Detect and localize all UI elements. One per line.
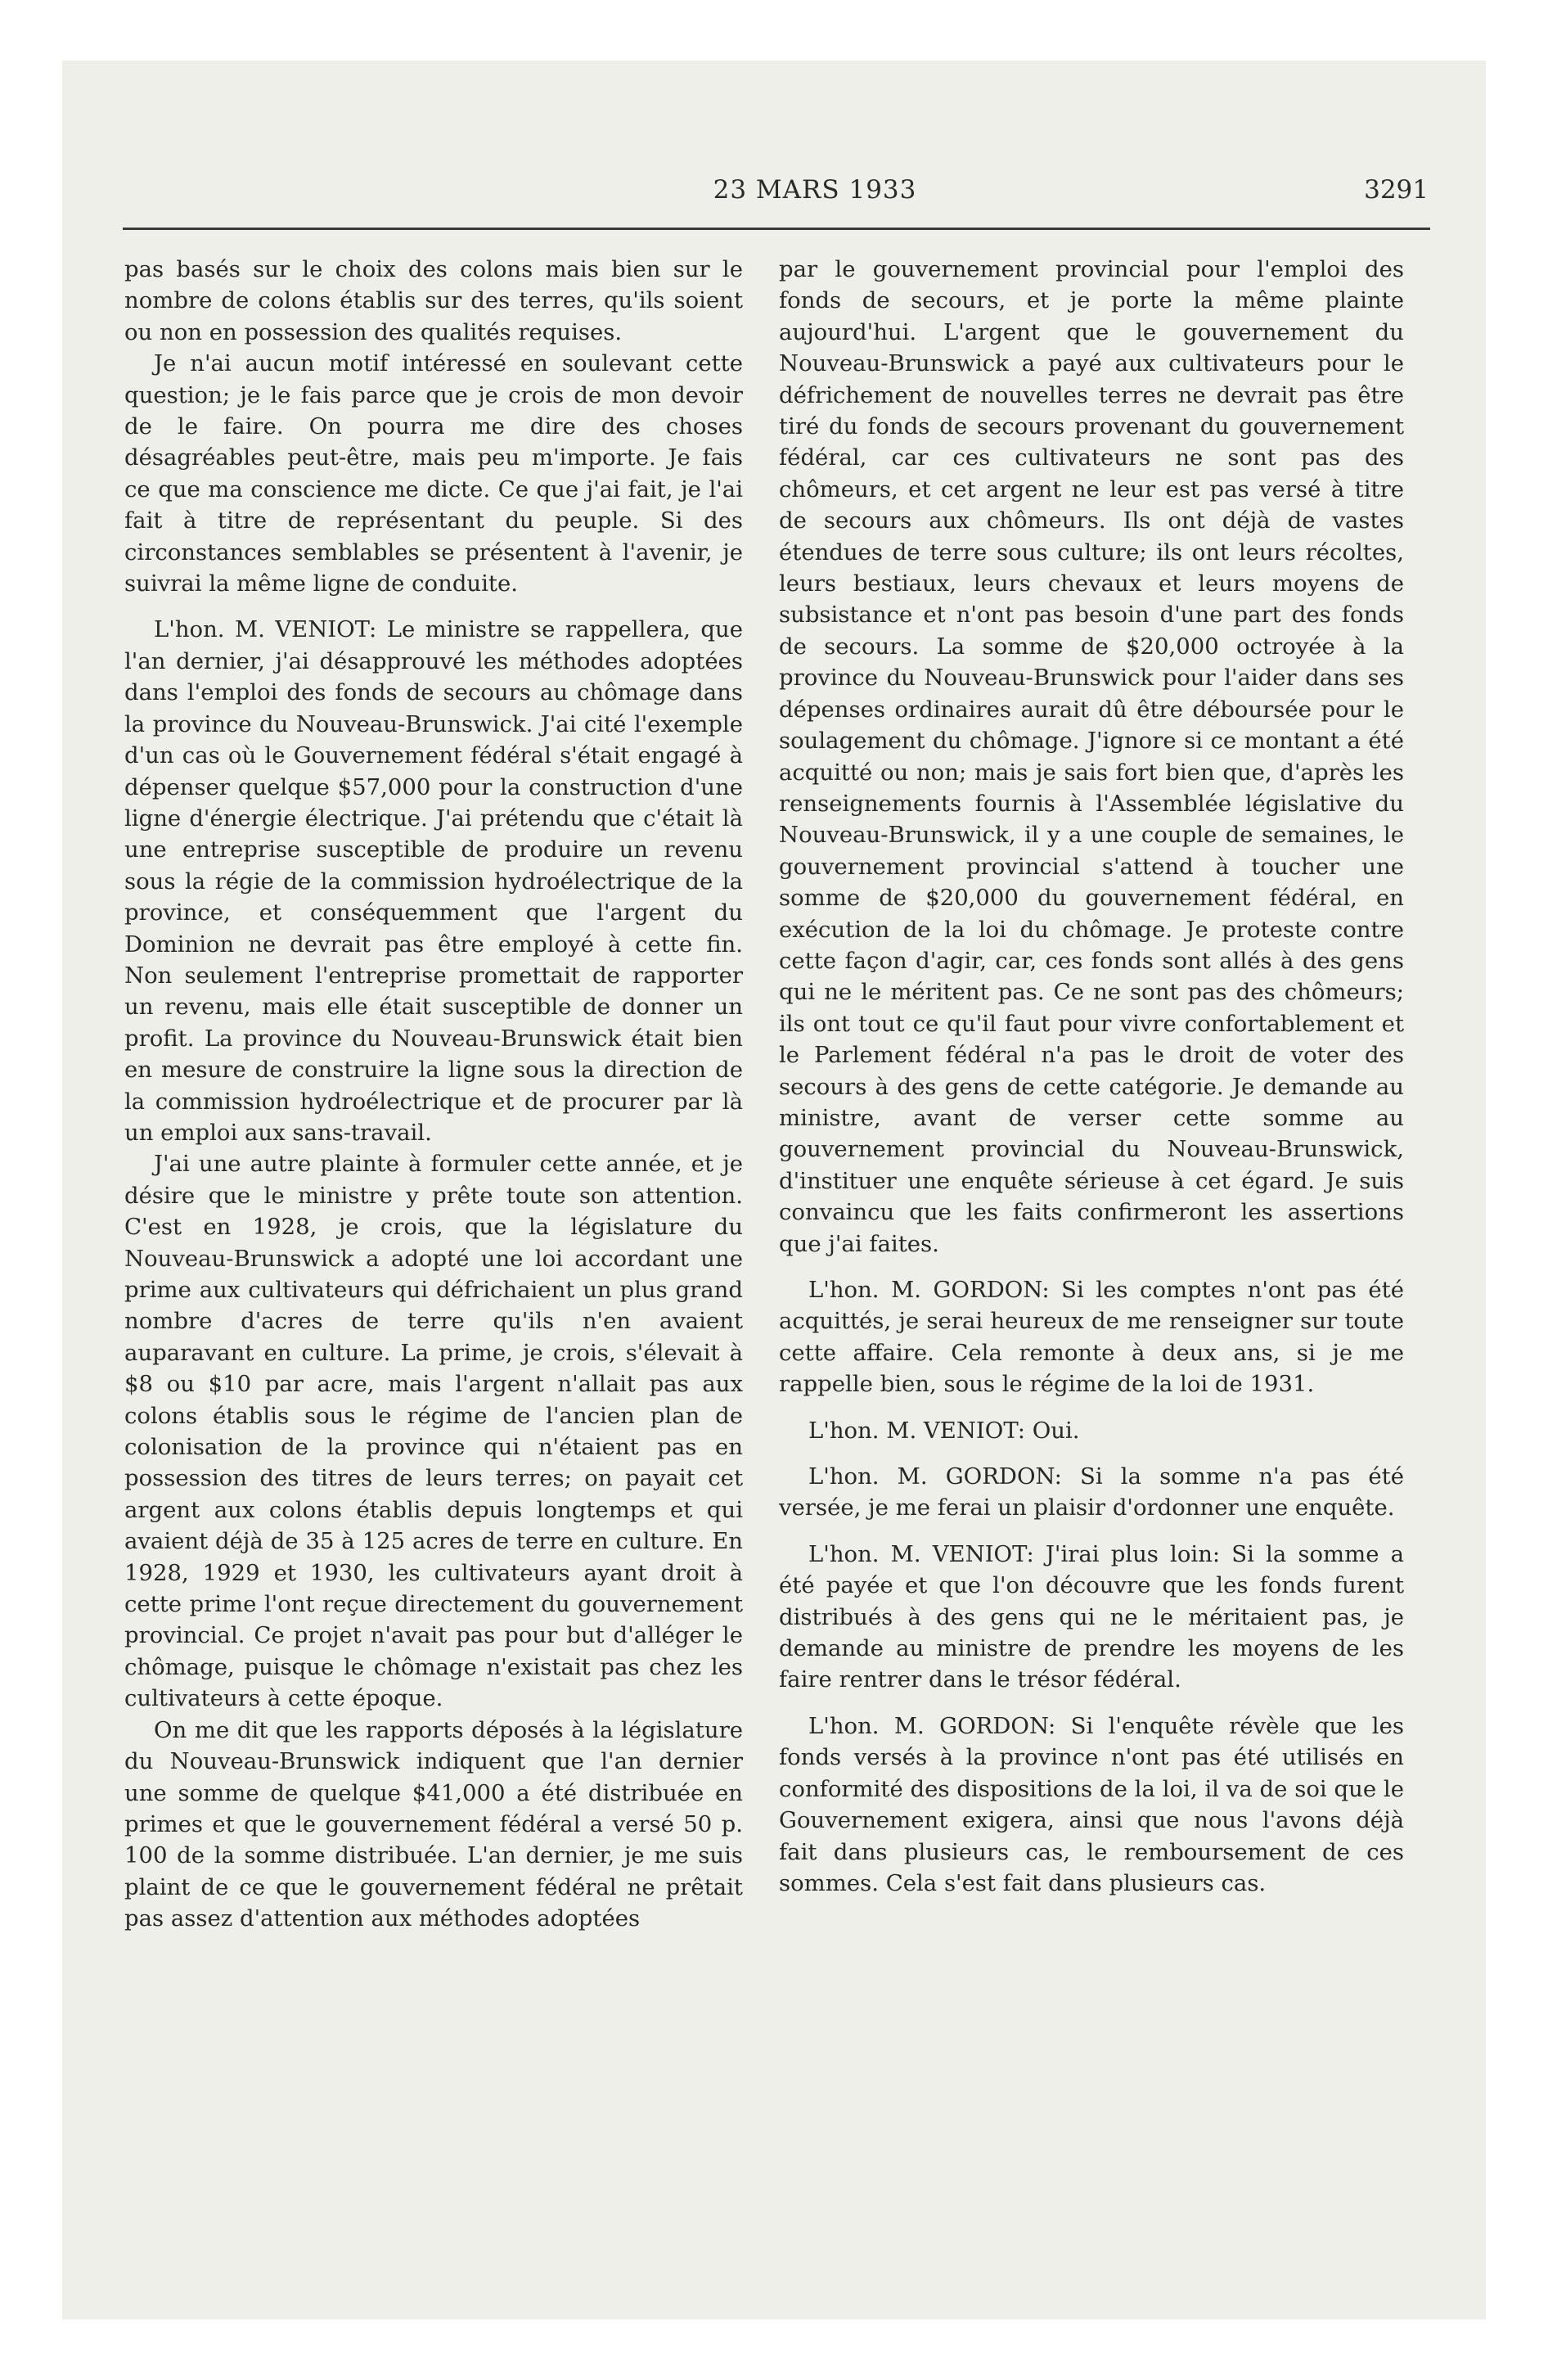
page-date: 23 MARS 1933 — [713, 175, 917, 205]
left-column — [124, 254, 743, 1935]
paragraph: Je n'ai aucun motif intéressé en soulevant cette question; je le fais parce que je crois de mon devoir de le faire. On pourra me dire des choses désagréables peut-être, mais peu m'importe. Je fais ce que ma conscience me dicte. Ce que j'ai fait, je l'ai fait à titre de représentant du peuple. Si des circonstances semblables se présentent à l'avenir, je suivrai la même ligne de conduite. — [124, 350, 743, 597]
paragraph: On me dit que les rapports déposés à la législature du Nouveau-Brunswick indiquent que l'an dernier une somme de quelque $41,000 a été distribuée en primes et que le gouvernement fédéral a versé 50 p. 100 de la somme distribuée. L'an dernier, je me suis plaint de ce que le gouvernement fédéral ne prêtait pas assez d'attention aux méthodes adoptées — [124, 1716, 743, 1932]
page-number: 3291 — [1364, 175, 1429, 205]
paragraph: pas basés sur le choix des colons mais bien sur le nombre de colons établis sur des terres, qu'ils soient ou non en possession des qualités requises. — [124, 256, 743, 345]
paragraph: L'hon. M. VENIOT: J'irai plus loin: Si la somme a été payée et que l'on découvre que les fonds furent distribués à des gens qui ne le méritaient pas, je demande au ministre de prendre les moyens de les faire rentrer dans le trésor fédéral. — [779, 1540, 1404, 1693]
scanned-page — [62, 61, 1486, 2319]
paragraph: par le gouvernement provincial pour l'emploi des fonds de secours, et je porte la même plainte aujourd'hui. L'argent que le gouvernement du Nouveau-Brunswick a payé aux cultivateurs pour le défrichement de nouvelles terres ne devrait pas être tiré du fonds de secours provenant du gouvernement fédéral, car ces cultivateurs ne sont pas des chômeurs, et cet argent ne leur est pas versé à titre de secours aux chômeurs. Ils ont déjà de vastes étendues de terre sous culture; ils ont leurs récoltes, leurs bestiaux, leurs chevaux et leurs moyens de subsistance et n'ont pas besoin d'une part des fonds de secours. La somme de $20,000 octroyée à la province du Nouveau-Brunswick pour l'aider dans ses dépenses ordinaires aurait dû être déboursée pour le soulagement du chômage. J'ignore si ce montant a été acquitté ou non; mais je sais fort bien que, d'après les renseignements fournis à l'Assemblée législative du Nouveau-Brunswick, il y a une couple de semaines, le gouvernement provincial s'attend à toucher une somme de $20,000 du gouvernement fédéral, en exécution de la loi du chômage. Je proteste contre cette façon d'agir, car, ces fonds sont allés à des gens qui ne le méritent pas. Ce ne sont pas des chômeurs; ils ont tout ce qu'il faut pour vivre confortablement et le Parlement fédéral n'a pas le droit de voter des secours à des gens de cette catégorie. Je demande au ministre, avant de verser cette somme au gouvernement provincial du Nouveau-Brunswick, d'instituer une enquête sérieuse à cet égard. Je suis convaincu que les faits confirmeront les assertions que j'ai faites. — [779, 256, 1404, 1257]
right-column — [779, 254, 1404, 1899]
paragraph: L'hon. M. GORDON: Si l'enquête révèle que les fonds versés à la province n'ont pas été utilisés en conformité des dispositions de la loi, il va de soi que le Gouvernement exigera, ainsi que nous l'avons déjà fait dans plusieurs cas, le remboursement de ces sommes. Cela s'est fait dans plusieurs cas. — [779, 1712, 1404, 1896]
paragraph: J'ai une autre plainte à formuler cette année, et je désire que le ministre y prête toute son attention. C'est en 1928, je crois, que la législature du Nouveau-Brunswick a adopté une loi accordant une prime aux cultivateurs qui défrichaient un plus grand nombre d'acres de terre qu'ils n'en avaient auparavant en culture. La prime, je crois, s'élevait à $8 ou $10 par acre, mais l'argent n'allait pas aux colons établis sous le régime de l'ancien plan de colonisation de la province qui n'étaient pas en possession des titres de leurs terres; on payait cet argent aux colons établis depuis longtemps et qui avaient déjà de 35 à 125 acres de terre en culture. En 1928, 1929 et 1930, les cultivateurs ayant droit à cette prime l'ont reçue directement du gouvernement provincial. Ce projet n'avait pas pour but d'alléger le chômage, puisque le chômage n'existait pas chez les cultivateurs à cette époque. — [124, 1151, 743, 1712]
paragraph: L'hon. M. VENIOT: Le ministre se rappellera, que l'an dernier, j'ai désapprouvé les méthodes adoptées dans l'emploi des fonds de secours au chômage dans la province du Nouveau-Brunswick. J'ai cité l'exemple d'un cas où le Gouvernement fédéral s'était engagé à dépenser quelque $57,000 pour la construction d'une ligne d'énergie électrique. J'ai prétendu que c'était là une entreprise susceptible de produire un revenu sous la régie de la commission hydroélectrique de la province, et conséquemment que l'argent du Dominion ne devrait pas être employé à cette fin. Non seulement l'entreprise promettait de rapporter un revenu, mais elle était susceptible de donner un profit. La province du Nouveau-Brunswick était bien en mesure de construire la ligne sous la direction de la commission hydroélectrique et de procurer par là un emploi aux sans-travail. — [124, 616, 743, 1146]
paragraph: L'hon. M. GORDON: Si la somme n'a pas été versée, je me ferai un plaisir d'ordonner une enquête. — [779, 1463, 1404, 1521]
header-rule — [123, 228, 1430, 230]
paragraph: L'hon. M. VENIOT: Oui. — [808, 1417, 1080, 1444]
paragraph: L'hon. M. GORDON: Si les comptes n'ont pas été acquittés, je serai heureux de me renseigner sur toute cette affaire. Cela remonte à deux ans, si je me rappelle bien, sous le régime de la loi de 1931. — [779, 1277, 1404, 1398]
page-header — [62, 175, 1486, 224]
